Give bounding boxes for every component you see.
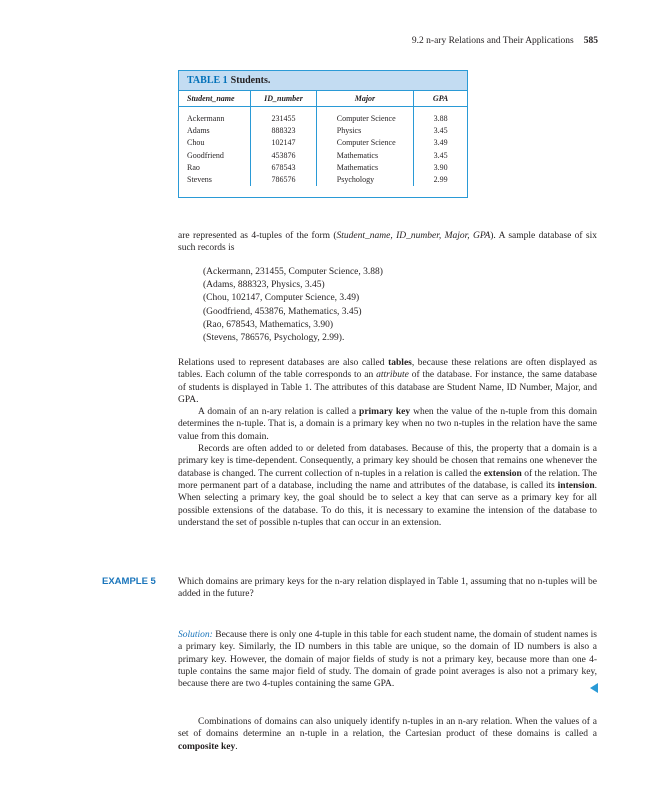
intro-paragraph: are represented as 4-tuples of the form (Student_name, ID_number, Major, GPA). A sample database of six such records is	[178, 231, 597, 254]
cell-id: 678543	[251, 162, 317, 174]
data-table	[179, 90, 467, 186]
cell-major: Computer Science	[316, 107, 413, 126]
solution-label: Solution:	[178, 630, 213, 640]
paragraph-extension-intension: Records are often added to or deleted from databases. Because of this, the property that a domain is a primary key is time-dependent. Consequently, a primary key should be chosen that remains one whenever the database is changed. The current collection of n-tuples in a relation is called the extension of the relation. The more permanent part of a database, including the name and attributes of the database, is called its intension. When selecting a primary key, the goal should be to select a key that can serve as a primary key for all possible extensions of the database. To do this, it is necessary to examine the intension of the database to understand the set of possible n-tuples that can occur in an extension.	[178, 444, 598, 528]
cell-name: Chou	[187, 138, 205, 148]
cell-gpa: 3.45	[414, 150, 467, 162]
paragraph-primary-key: A domain of an n-ary relation is called a primary key when the value of the n-tuple from this domain determines the n-tuple. That is, a domain is a primary key when no two n-tuples in the relation have the same value from this domain.	[178, 407, 597, 442]
tuple-line: (Stevens, 786576, Psychology, 2.99).	[203, 333, 345, 344]
paragraph-composite-key: Combinations of domains can also uniquely identify n-tuples in an n-ary relation. When the values of a set of domains determine an n-tuple in a relation, the Cartesian product of these domains is called a composite key.	[178, 717, 597, 752]
tuple-line: (Adams, 888323, Physics, 3.45)	[203, 280, 325, 291]
cell-gpa: 3.45	[414, 125, 467, 137]
table-row	[179, 174, 467, 186]
example-solution: Solution: Because there is only one 4-tuple in this table for each student name, the domain of student names is a primary key. Similarly, the ID numbers in this table are unique, so the domain of ID numbers is also a primary key. However, the domain of major fields of study is not a primary key, because more than one 4-tuple contains the same major field of study. The domain of grade point averages is also not a primary key, because there are two 4-tuples containing the same GPA.	[178, 630, 598, 690]
cell-id: 453876	[251, 150, 317, 162]
cell-gpa: 3.88	[414, 107, 467, 126]
cell-major: Psychology	[316, 174, 413, 186]
page-number: 585	[583, 36, 598, 46]
table-row	[179, 162, 467, 174]
section-title: 9.2 n-ary Relations and Their Applications	[411, 36, 574, 46]
table-caption	[179, 71, 467, 90]
cell-name: Rao	[187, 162, 200, 172]
table-title: Students.	[230, 75, 271, 86]
cell-id: 888323	[251, 125, 317, 137]
cell-name: Stevens	[187, 175, 212, 185]
cell-name: Goodfriend	[187, 150, 224, 160]
cell-major: Computer Science	[316, 137, 413, 149]
cell-id: 102147	[251, 137, 317, 149]
example-label: EXAMPLE 5	[102, 576, 156, 587]
tuple-line: (Chou, 102147, Computer Science, 3.49)	[203, 293, 360, 304]
table-row	[179, 150, 467, 162]
paragraph-tables: Relations used to represent databases are also called tables, because these relations are often displayed as tables. Each column of the table corresponds to an attribute of the database. For instance, the same database of students is displayed in Table 1. The attributes of this database are Student Name, ID Number, Major, and GPA.	[178, 358, 598, 405]
tuple-line: (Rao, 678543, Mathematics, 3.90)	[203, 319, 334, 330]
cell-gpa: 3.90	[414, 162, 467, 174]
cell-id: 786576	[251, 174, 317, 186]
col-header-student-name: Student_name	[179, 91, 251, 107]
end-of-example-icon	[590, 683, 598, 693]
col-header-id-number: ID_number	[251, 91, 317, 107]
col-header-major: Major	[316, 91, 413, 107]
cell-major: Mathematics	[316, 150, 413, 162]
students-table	[178, 70, 468, 198]
example-question: Which domains are primary keys for the n-ary relation displayed in Table 1, assuming that no n-tuples will be added in the future?	[178, 577, 597, 600]
cell-major: Physics	[316, 125, 413, 137]
running-header	[412, 36, 598, 46]
table-header-row	[179, 91, 467, 107]
table-row	[179, 137, 467, 149]
tuple-line: (Ackermann, 231455, Computer Science, 3.88)	[203, 267, 383, 277]
cell-gpa: 3.49	[414, 137, 467, 149]
col-header-gpa: GPA	[414, 91, 467, 107]
cell-major: Mathematics	[316, 162, 413, 174]
cell-name: Adams	[187, 126, 210, 136]
cell-name: Ackermann	[187, 114, 225, 123]
cell-id: 231455	[251, 107, 317, 126]
tuple-list	[203, 266, 383, 345]
table-row	[179, 107, 467, 126]
cell-gpa: 2.99	[414, 174, 467, 186]
body-text	[178, 357, 597, 529]
table-label: TABLE 1	[187, 75, 228, 86]
table-row	[179, 125, 467, 137]
tuple-line: (Goodfriend, 453876, Mathematics, 3.45)	[203, 306, 362, 317]
